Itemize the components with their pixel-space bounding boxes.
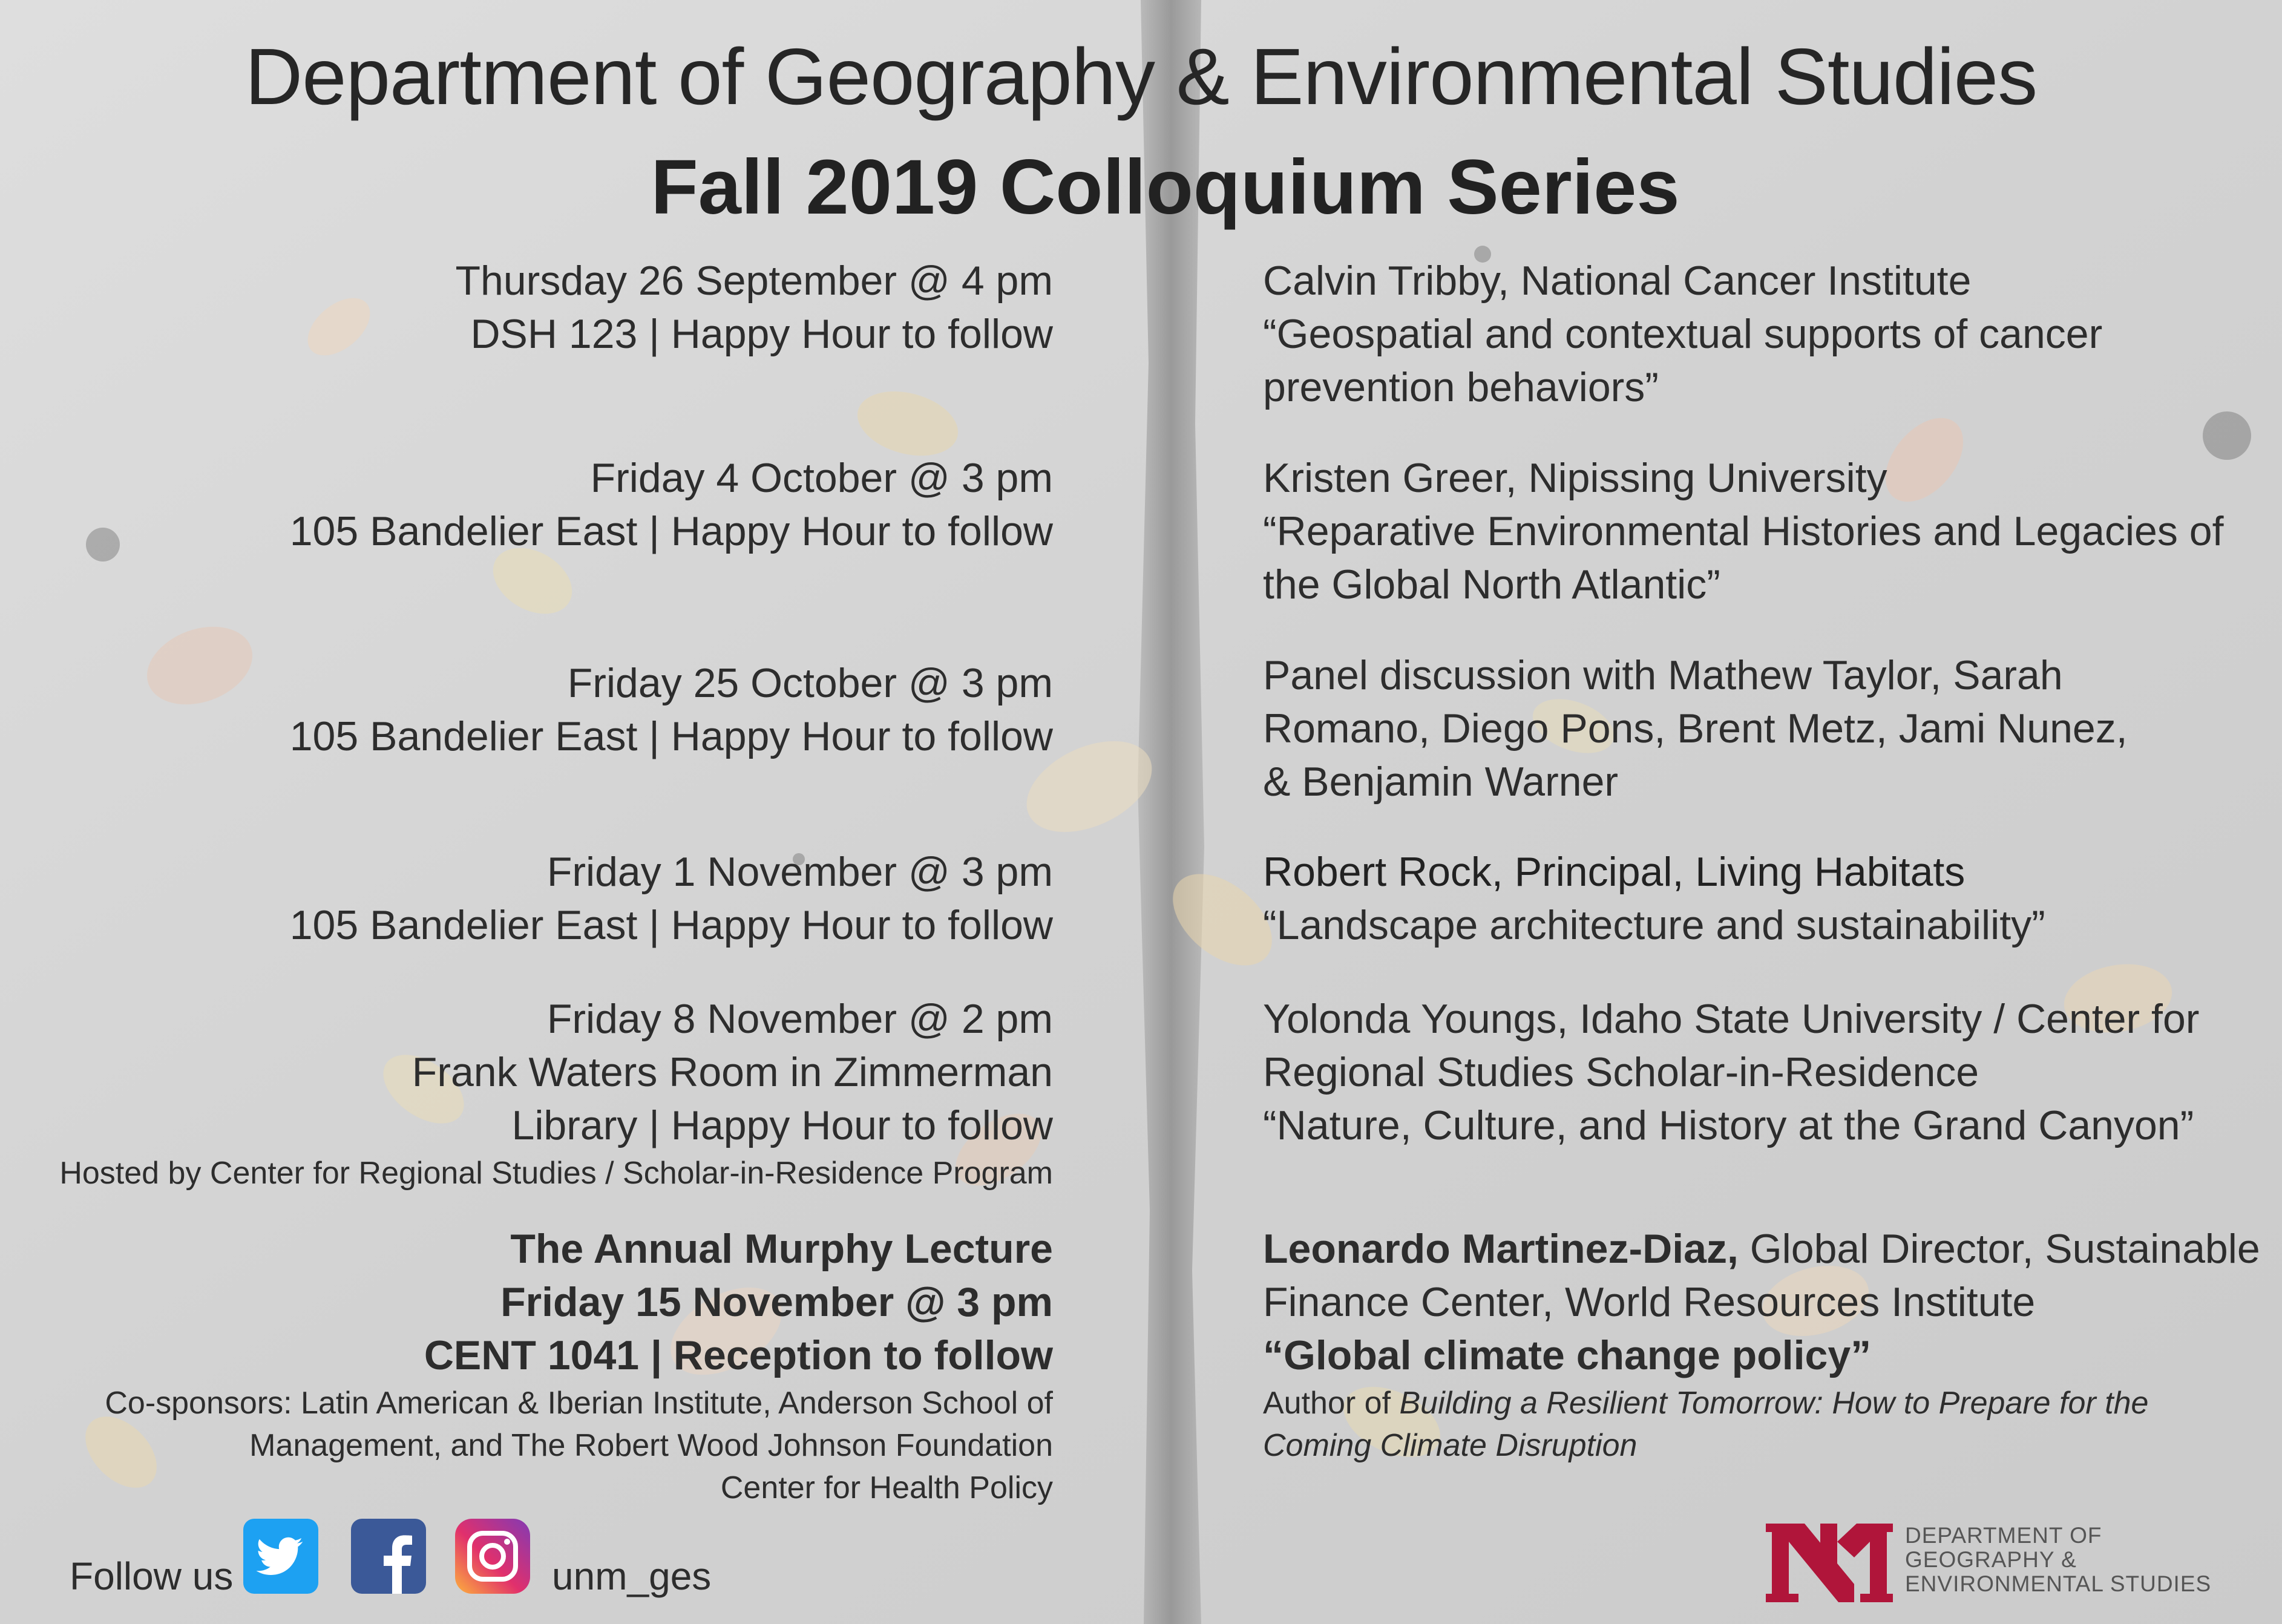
author-prefix: Author of [1263, 1386, 1400, 1421]
speaker-name: Panel discussion [1263, 652, 1572, 698]
event-3-talk [1263, 649, 2128, 808]
speaker-name: Calvin Tribby [1263, 258, 1498, 304]
department-title: Department of Geography & Environmental Studies [244, 32, 2038, 121]
event-5-details [59, 992, 1053, 1194]
speaker-affiliation: with Mathew Taylor, Sarah [1572, 652, 2063, 698]
event-4-details [290, 845, 1053, 952]
author-note [1263, 1382, 2260, 1424]
speaker-line [1263, 1222, 2260, 1275]
speaker-line [1263, 451, 2223, 505]
twitter-icon[interactable] [243, 1519, 318, 1594]
event-2-talk [1263, 451, 2223, 611]
event-1-talk [1263, 254, 2102, 414]
panel-line: & Benjamin Warner [1263, 759, 1619, 805]
event-date: Friday 8 November @ 2 pm [546, 996, 1053, 1042]
series-title: Fall 2019 Colloquium Series [651, 144, 1680, 231]
social-handle[interactable]: unm_ges [552, 1554, 712, 1598]
speaker-name: Kristen Greer [1263, 455, 1506, 501]
event-location: DSH 123 | Happy Hour to follow [470, 311, 1053, 357]
event-location: 105 Bandelier East | Happy Hour to follow [289, 902, 1053, 948]
speaker-line [1263, 992, 2199, 1046]
talk-title: “Global climate change policy” [1263, 1332, 1872, 1378]
talk-title-line: prevention behaviors” [1263, 364, 1659, 410]
murphy-lecture-details [105, 1222, 1053, 1509]
book-title: Building a Resilient Tomorrow: How to Prepare for the [1399, 1386, 2149, 1421]
talk-title-line: “Reparative Environmental Histories and Legacies of [1263, 508, 2224, 554]
event-4-talk [1263, 845, 2045, 952]
book-title-line: Coming Climate Disruption [1263, 1428, 1638, 1463]
event-date: Friday 4 October @ 3 pm [590, 455, 1053, 501]
cosponsor-line: Co-sponsors: Latin American & Iberian Institute, Anderson School of [105, 1386, 1053, 1421]
logo-line: DEPARTMENT OF [1905, 1523, 2102, 1548]
facebook-icon[interactable] [351, 1519, 426, 1594]
event-5-talk [1263, 992, 2199, 1152]
speaker-name: Leonardo Martinez-Diaz, [1263, 1226, 1739, 1272]
speaker-affiliation: Global Director, Sustainable [1738, 1226, 2260, 1272]
panel-line: Romano, Diego Pons, Brent Metz, Jami Nunez, [1263, 706, 2128, 751]
talk-title-line: “Landscape architecture and sustainability” [1263, 902, 2045, 948]
event-date: Friday 15 November @ 3 pm [500, 1279, 1053, 1325]
event-date: Friday 1 November @ 3 pm [546, 849, 1053, 895]
cosponsor-line: Center for Health Policy [720, 1470, 1053, 1505]
instagram-icon[interactable] [455, 1519, 530, 1594]
speaker-name: Yolonda Youngs [1263, 996, 1557, 1042]
logo-line: ENVIRONMENTAL STUDIES [1905, 1571, 2212, 1596]
event-1-details [456, 254, 1054, 361]
event-date: Thursday 26 September @ 4 pm [455, 258, 1053, 304]
speaker-line [1263, 649, 2128, 702]
event-2-details [290, 451, 1053, 558]
speaker-affiliation-line: Finance Center, World Resources Institute [1263, 1279, 2036, 1325]
follow-us-label: Follow us [70, 1554, 234, 1598]
event-location: Library | Happy Hour to follow [511, 1102, 1053, 1148]
speaker-affiliation: , Nipissing University [1505, 455, 1887, 501]
speaker-affiliation: , National Cancer Institute [1497, 258, 1972, 304]
cosponsor-line: Management, and The Robert Wood Johnson Foundation [249, 1428, 1053, 1463]
murphy-lecture-talk [1263, 1222, 2260, 1467]
department-logo-text [1905, 1524, 2211, 1596]
logo-line: GEOGRAPHY & [1905, 1547, 2077, 1572]
talk-title-line: the Global North Atlantic” [1263, 562, 1720, 607]
event-location: Frank Waters Room in Zimmerman [411, 1049, 1053, 1095]
event-date: Friday 25 October @ 3 pm [567, 660, 1053, 706]
event-location: CENT 1041 | Reception to follow [424, 1332, 1053, 1378]
speaker-line [1263, 254, 2102, 307]
talk-title-line: “Nature, Culture, and History at the Grand Canyon” [1263, 1102, 2194, 1148]
lecture-label: The Annual Murphy Lecture [510, 1226, 1053, 1272]
unm-logo [1766, 1518, 1893, 1608]
speaker-affiliation: , Idaho State University / Center for [1556, 996, 2200, 1042]
event-location: 105 Bandelier East | Happy Hour to follow [289, 713, 1053, 759]
host-note: Hosted by Center for Regional Studies / Scholar-in-Residence Program [59, 1156, 1053, 1191]
event-location: 105 Bandelier East | Happy Hour to follow [289, 508, 1053, 554]
speaker-name: Robert Rock, Principal, Living Habitats [1263, 849, 1966, 895]
speaker-affiliation-line: Regional Studies Scholar-in-Residence [1263, 1049, 1979, 1095]
talk-title-line: “Geospatial and contextual supports of cancer [1263, 311, 2103, 357]
event-3-details [290, 656, 1053, 763]
